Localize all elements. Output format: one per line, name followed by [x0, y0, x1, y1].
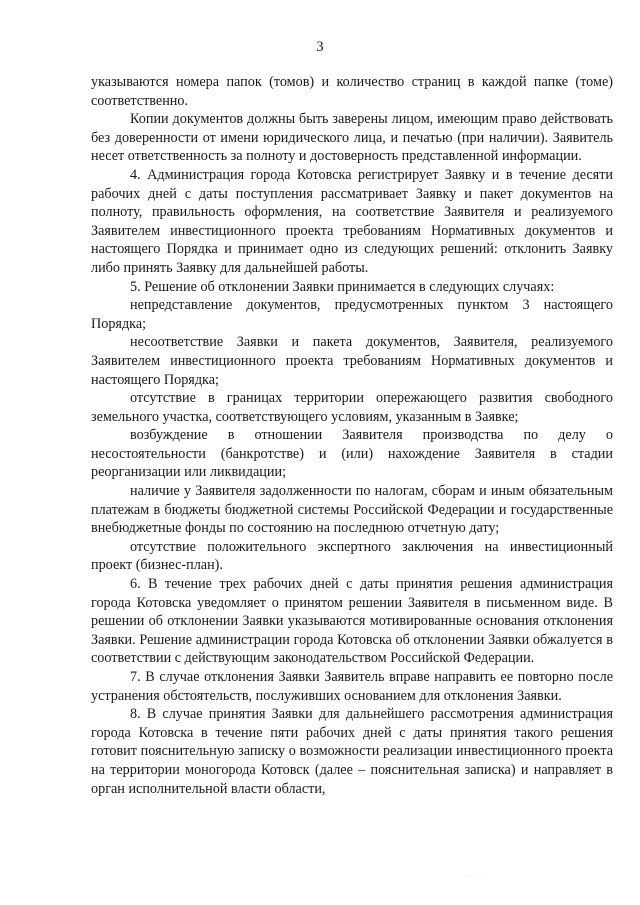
paragraph-continuation: указываются номера папок (томов) и количество страниц в каждой папке (томе) соответственно. — [91, 74, 613, 109]
document-body — [91, 73, 613, 798]
page-number: 3 — [316, 39, 324, 55]
paragraph-item-4: 4. Администрация города Котовска регистрирует Заявку и в течение десяти рабочих дней с даты поступления рассматривает Заявку и пакет документов на полноту, правильность оформления, на соответствие Заявителя и реализуемого Заявителем инвестиционного проекта требованиям Нормативных документов и настоящего Порядка и принимает одно из следующих решений: отклонить Заявку либо принять Заявку для дальнейшей работы. — [91, 166, 613, 276]
paragraph-reason-4: возбуждение в отношении Заявителя производства по делу о несостоятельности (банкротстве) и (или) нахождение Заявителя в стадии реорганизации или ликвидации; — [91, 427, 613, 481]
scan-speck: · · — [468, 872, 485, 881]
paragraph-item-5: 5. Решение об отклонении Заявки принимается в следующих случаях: — [130, 278, 555, 295]
paragraph-item-8: 8. В случае принятия Заявки для дальнейшего рассмотрения администрация города Котовска в течение пяти рабочих дней с даты принятия такого решения готовит пояснительную записку о возможности реализации инвестиционного проекта на территории моногорода Котовск (далее – пояснительная записка) и направляет в орган исполнительной власти области, — [91, 706, 613, 797]
paragraph-reason-5: наличие у Заявителя задолженности по налогам, сборам и иным обязательным платежам в бюджеты бюджетной системы Российской Федерации и государственные внебюджетные фонды по состоянию на последнюю отчетную дату; — [91, 483, 613, 537]
paragraph-reason-2: несоответствие Заявки и пакета документов, Заявителя, реализуемого Заявителем инвестиционного проекта требованиям Нормативных документов и настоящего Порядка; — [91, 334, 613, 388]
paragraph-copies: Копии документов должны быть заверены лицом, имеющим право действовать без доверенности от имени юридического лица, и печатью (при наличии). Заявитель несет ответственность за полноту и достоверность представленной информации. — [91, 111, 613, 165]
paragraph-item-7: 7. В случае отклонения Заявки Заявитель вправе направить ее повторно после устранения обстоятельств, послуживших основанием для отклонения Заявки. — [91, 669, 613, 704]
paragraph-reason-6: отсутствие положительного экспертного заключения на инвестиционный проект (бизнес-план). — [91, 538, 613, 574]
paragraph-reason-3: отсутствие в границах территории опережающего развития свободного земельного участка, соответствующего условиям, указанным в Заявке; — [91, 390, 613, 425]
paragraph-item-6: 6. В течение трех рабочих дней с даты принятия решения администрация города Котовска уведомляет о принятом решении Заявителя в письменном виде. В решении об отклонении Заявки указываются мотивированные основания отклонения Заявки. Решение администрации города Котовска об отклонении Заявки обжалуется в соответствии с действующим законодательством Российской Федерации. — [91, 576, 613, 667]
paragraph-reason-1: непредставление документов, предусмотренных пунктом 3 настоящего Порядка; — [91, 297, 613, 332]
